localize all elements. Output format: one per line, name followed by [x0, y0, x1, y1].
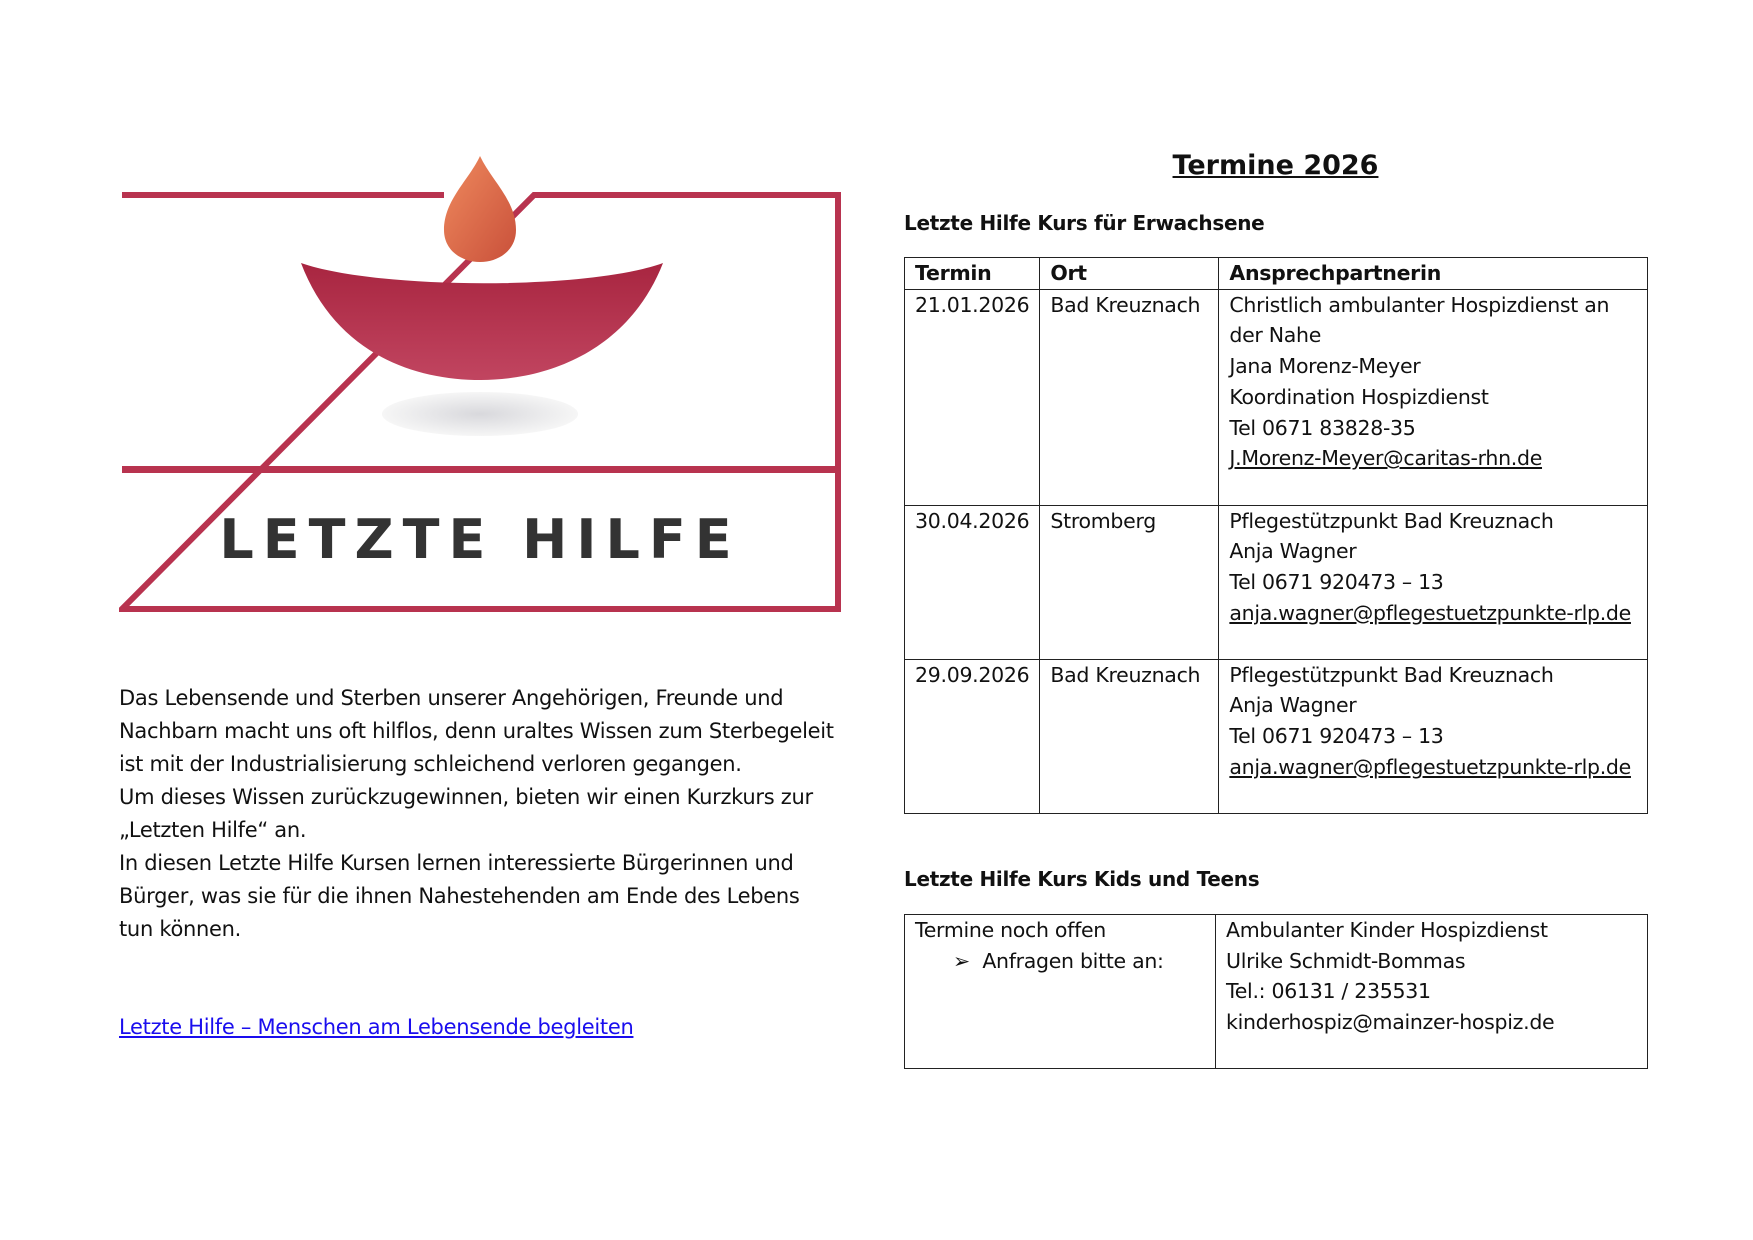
header-termin: Termin — [905, 258, 1040, 290]
contact-line: Jana Morenz-Meyer — [1229, 354, 1421, 379]
adults-table — [904, 257, 1648, 814]
place-cell: Bad Kreuznach — [1040, 659, 1219, 813]
contact-line: Pflegestützpunkt Bad Kreuznach — [1229, 508, 1554, 533]
intro-paragraph: In diesen Letzte Hilfe Kursen lernen interessierte Bürgerinnen und Bürger, was sie für die ihnen Nahestehenden am Ende des Lebens tun können. — [119, 851, 800, 941]
contact-line: Ambulanter Kinder Hospizdienst — [1226, 918, 1548, 942]
letzte-hilfe-link[interactable]: Letzte Hilfe – Menschen am Lebensende begleiten — [119, 1015, 634, 1039]
table-row — [905, 289, 1648, 505]
kids-table — [904, 914, 1648, 1069]
header-ansprechpartnerin: Ansprechpartnerin — [1219, 258, 1648, 290]
contact-line: Tel 0671 83828-35 — [1229, 415, 1416, 440]
kids-heading: Letzte Hilfe Kurs Kids und Teens — [904, 867, 1260, 891]
intro-paragraph: Das Lebensende und Sterben unserer Angehörigen, Freunde und Nachbarn macht uns oft hilflos, denn uraltes Wissen zum Sterbegeleit ist mit der Industrialisierung schleichend verloren gegangen. — [119, 686, 834, 776]
date-cell: 30.04.2026 — [905, 505, 1040, 659]
contact-line: Koordination Hospizdienst — [1229, 384, 1489, 409]
adults-heading: Letzte Hilfe Kurs für Erwachsene — [904, 211, 1265, 235]
dates-cell — [905, 915, 1216, 1069]
intro-paragraph: Um dieses Wissen zurückzugewinnen, bieten wir einen Kurzkurs zur „Letzten Hilfe“ an. — [119, 785, 813, 842]
contact-line: Pflegestützpunkt Bad Kreuznach — [1229, 662, 1554, 687]
contact-cell — [1216, 915, 1648, 1069]
table-row — [905, 915, 1648, 1069]
header-ort: Ort — [1040, 258, 1219, 290]
contact-cell — [1219, 289, 1648, 505]
contact-cell — [1219, 505, 1648, 659]
contact-line: Christlich ambulanter Hospizdienst an der Nahe — [1229, 292, 1610, 348]
page-title: Termine 2026 — [1172, 150, 1379, 181]
table-row — [905, 659, 1648, 813]
arrow-bullet-icon: ➢ — [953, 948, 983, 973]
dates-open-text: Termine noch offen — [915, 918, 1107, 942]
contact-line: Ulrike Schmidt-Bommas — [1226, 948, 1466, 973]
email-link[interactable]: anja.wagner@pflegestuetzpunkte-rlp.de — [1229, 600, 1631, 625]
email-link[interactable]: anja.wagner@pflegestuetzpunkte-rlp.de — [1229, 754, 1631, 779]
email-link[interactable]: J.Morenz-Meyer@caritas-rhn.de — [1229, 446, 1543, 471]
contact-cell — [1219, 659, 1648, 813]
date-cell: 29.09.2026 — [905, 659, 1040, 813]
table-row — [905, 505, 1648, 659]
letzte-hilfe-logo — [119, 150, 841, 612]
contact-line: Anja Wagner — [1229, 539, 1357, 564]
contact-line: Anja Wagner — [1229, 693, 1357, 718]
contact-line: Tel.: 06131 / 235531 — [1226, 979, 1431, 1004]
place-cell: Bad Kreuznach — [1040, 289, 1219, 505]
bullet-item — [915, 946, 1205, 977]
logo-text: LETZTE HILFE — [219, 508, 741, 571]
table-header-row — [905, 258, 1648, 290]
contact-line: Tel 0671 920473 – 13 — [1229, 570, 1444, 595]
contact-line: Tel 0671 920473 – 13 — [1229, 724, 1444, 749]
bullet-text: Anfragen bitte an: — [982, 948, 1164, 973]
place-cell: Stromberg — [1040, 505, 1219, 659]
date-cell: 21.01.2026 — [905, 289, 1040, 505]
contact-email: kinderhospiz@mainzer-hospiz.de — [1226, 1010, 1555, 1035]
intro-text — [119, 682, 839, 946]
